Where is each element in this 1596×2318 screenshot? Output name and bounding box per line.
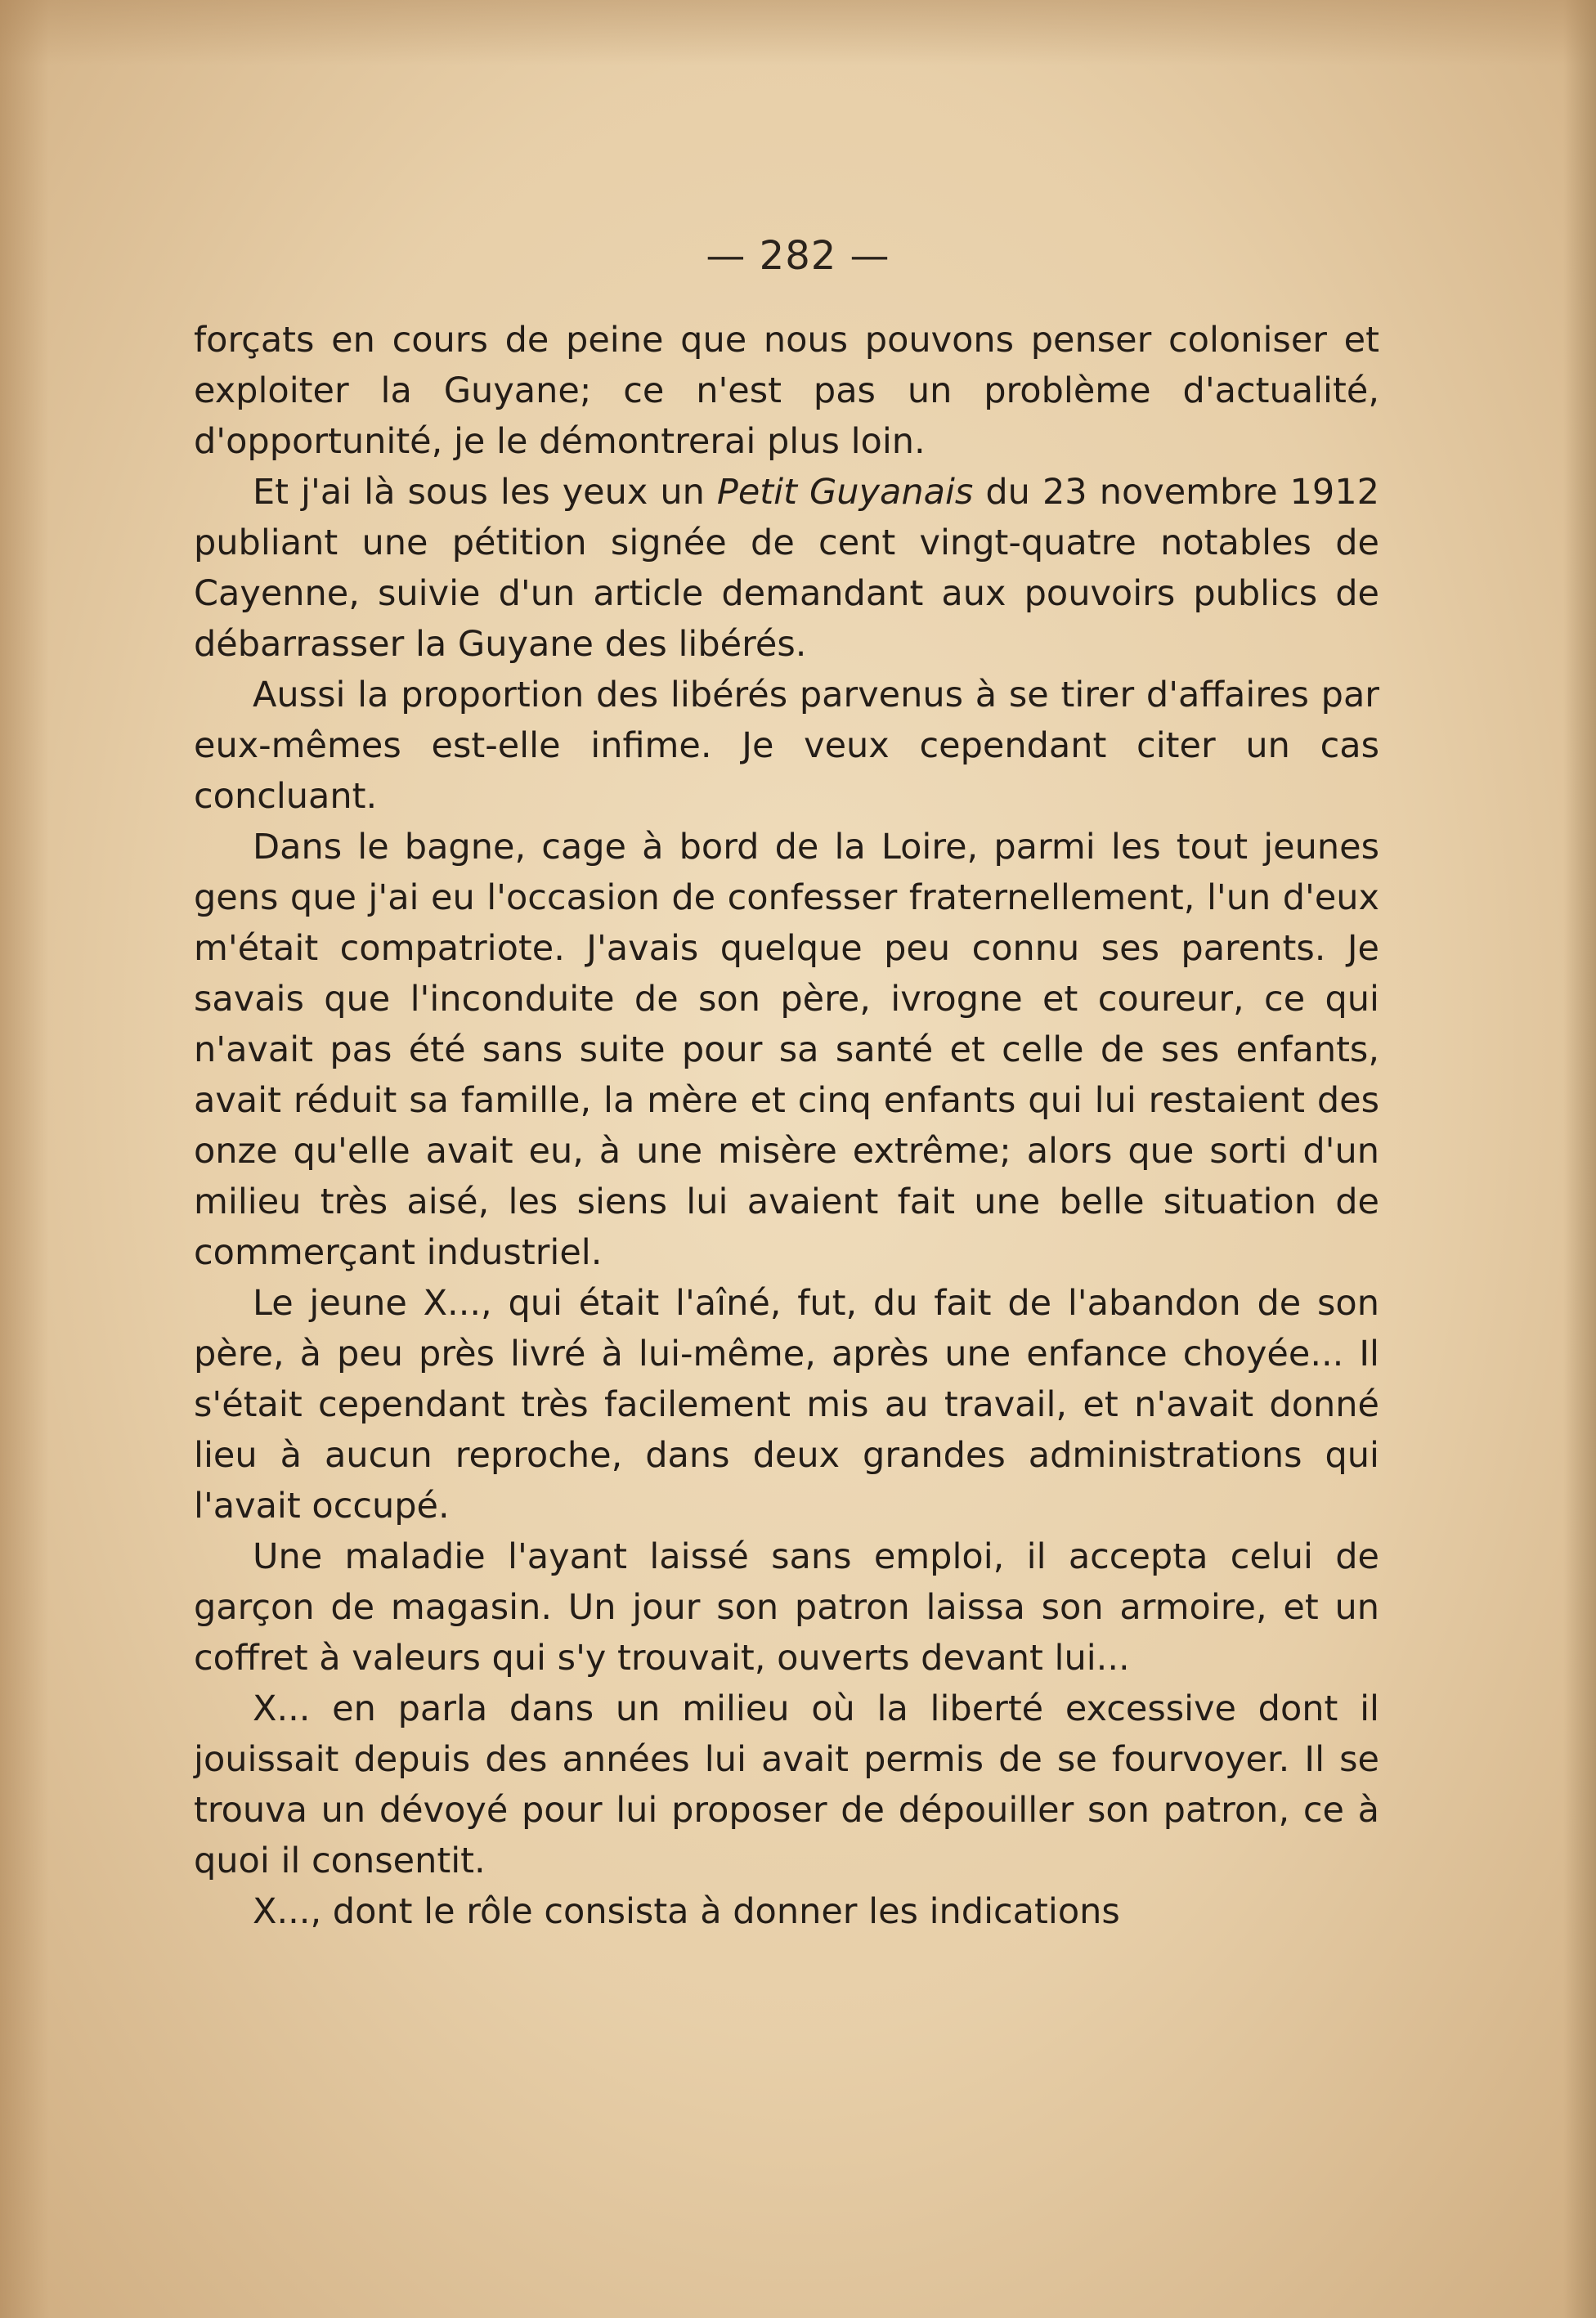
paragraph-8: X..., dont le rôle consista à donner les indications <box>253 1891 1120 1932</box>
paragraph-4: Dans le bagne, cage à bord de la Loire, parmi les tout jeunes gens que j'ai eu l'occasion de confesser fraternellement, l'un d'eux m'était compatriote. J'avais quelque peu connu ses parents. Je savais que l'inconduite de son père, ivrogne et coureur, ce qui n'avait pas été sans suite pour sa santé et celle de ses enfants, avait réduit sa famille, la mère et cinq enfants qui lui restaient des onze qu'elle avait eu, à une misère extrême; alors que sorti d'un milieu très aisé, les siens lui avaient fait une belle situation de commerçant industriel. <box>194 827 1379 1273</box>
page-edge-shadow-left <box>0 0 49 2318</box>
paragraph-7: X... en parla dans un milieu où la liberté excessive dont il jouissait depuis des années lui avait permis de se fourvoyer. Il se trouva un dévoyé pour lui proposer de dépouiller son patron, ce à quoi il consentit. <box>194 1688 1379 1881</box>
body-text <box>194 315 1379 1937</box>
paragraph-2-after: du 23 novembre 1912 publiant une pétition signée de cent vingt-quatre notables de Cayenne, suivie d'un article demandant aux pouvoirs publics de débarrasser la Guyane des libérés. <box>194 472 1379 665</box>
page-edge-shadow-right <box>1563 0 1596 2318</box>
page-edge-shadow-top <box>0 0 1596 65</box>
paragraph-2-before: Et j'ai là sous les yeux un <box>253 472 717 513</box>
paragraph-1: forçats en cours de peine que nous pouvons penser coloniser et exploiter la Guyane; ce n'est pas un problème d'actualité, d'opportunité, je le démontrerai plus loin. <box>194 320 1379 462</box>
paragraph-5: Le jeune X..., qui était l'aîné, fut, du fait de l'abandon de son père, à peu près livré à lui-même, après une enfance choyée... Il s'était cependant très facilement mis au travail, et n'avait donné lieu à aucun reproche, dans deux grandes administrations qui l'avait occupé. <box>194 1283 1379 1527</box>
paragraph-6: Une maladie l'ayant laissé sans emploi, il accepta celui de garçon de magasin. Un jour son patron laissa son armoire, et un coffret à valeurs qui s'y trouvait, ouverts devant lui... <box>194 1536 1379 1679</box>
page-number: — 282 — <box>706 233 890 279</box>
paragraph-3: Aussi la proportion des libérés parvenus à se tirer d'affaires par eux-mêmes est-elle infime. Je veux cependant citer un cas concluant. <box>194 675 1379 817</box>
newspaper-title: Petit Guyanais <box>716 472 974 513</box>
paragraph-2 <box>194 467 1379 670</box>
